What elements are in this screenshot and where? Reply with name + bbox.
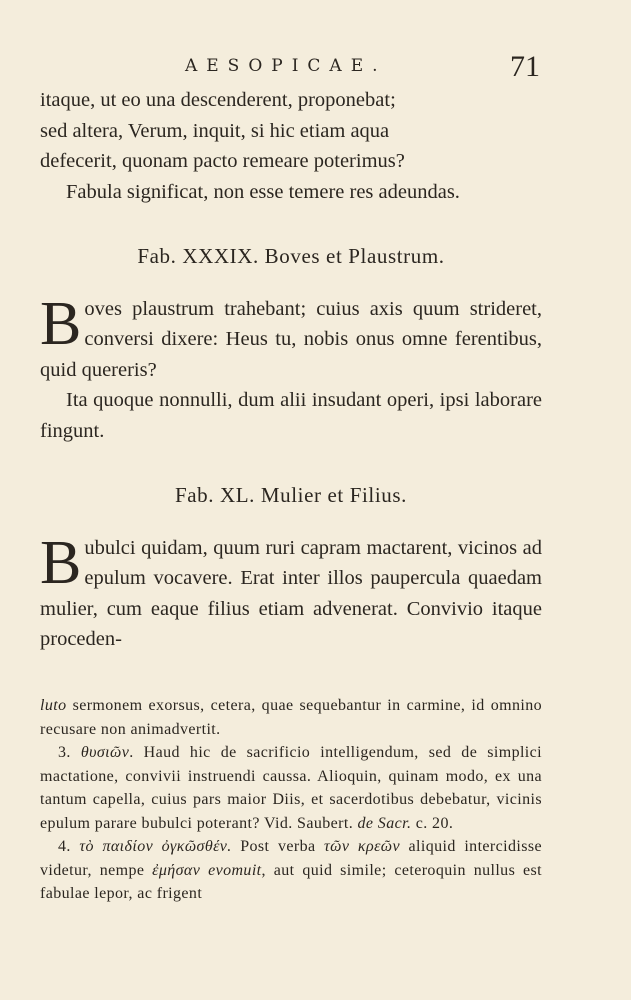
footnote (40, 835, 542, 906)
footnote-text: . Haud hic de sacrificio intelligendum, sed de simplici mactatione, convivii instruendi caussa. Alioquin, quinam modo, ex una tantum capella, cuius pars maior Diis, et sacerdotibus debebatur, vicinis epulum parare bubulci poterant? Vid. Saubert. (40, 744, 543, 832)
footnote-text: sermonem exorsus, cetera, quae sequebantur in carmine, id omnino recusare non animadvertit. (40, 697, 542, 738)
text-line: sed altera, Verum, inquit, si hic etiam aqua (40, 119, 390, 142)
latin-italic: evomuit (200, 861, 262, 879)
footnote (40, 694, 542, 741)
fable-paragraph (40, 528, 542, 655)
fable-moral: Fabula significat, non esse temere res adeundas. (66, 180, 460, 203)
reference-end: c. 20. (411, 814, 454, 832)
greek-phrase: τὸ παιδίον ὀγκῶσθέν. (79, 838, 232, 855)
footnote-number: 4. (58, 838, 71, 855)
drop-cap: B (40, 528, 82, 597)
text-line: defecerit, quonam pacto remeare poterimus? (40, 150, 405, 172)
reference-italic: de Sacr. (357, 814, 412, 832)
fable-title: Fab. XL. Mulier et Filius. (174, 483, 407, 507)
running-title: AESOPICAE. (185, 56, 387, 76)
footnote-keyword: luto (40, 697, 67, 714)
footnote-text: aliquid intercidisse videtur, nempe (40, 838, 542, 879)
greek-word: τῶν κρεῶν (324, 838, 400, 855)
footnote-text: , aut quid simile; ceteroquin nullus est fabulae lepor, ac frigent (40, 861, 543, 902)
page-header (40, 50, 540, 86)
footnotes (40, 694, 542, 906)
footnote (40, 741, 542, 835)
fable-title: Fab. XXXIX. Boves et Plaustrum. (137, 244, 445, 268)
text-line: itaque, ut eo una descenderent, proponebat; (40, 89, 396, 111)
fable-moral: Ita quoque nonnulli, dum alii insudant operi, ipsi laborare fingunt. (40, 389, 542, 442)
footnote-number: 3. (58, 744, 71, 761)
fable-paragraph (40, 289, 542, 386)
fable-text: ubulci quidam, quum ruri capram mactarent, vicinos ad epulum vocavere. Erat inter illos paupercula quaedam mulier, cum eaque filius etiam advenerat. Convivio itaque proceden- (40, 536, 542, 650)
fable-text: oves plaustrum trahebant; cuius axis quum strideret, conversi dixere: Heus tu, nobis onus omne ferentibus, quid quereris? (40, 297, 542, 381)
greek-word: θυσιῶν (80, 744, 130, 761)
drop-cap: B (40, 289, 82, 358)
greek-word: ἐμήσαν (152, 861, 201, 879)
main-text (40, 85, 542, 655)
page-number: 71 (510, 50, 540, 83)
footnote-text: Post verba (231, 838, 325, 855)
